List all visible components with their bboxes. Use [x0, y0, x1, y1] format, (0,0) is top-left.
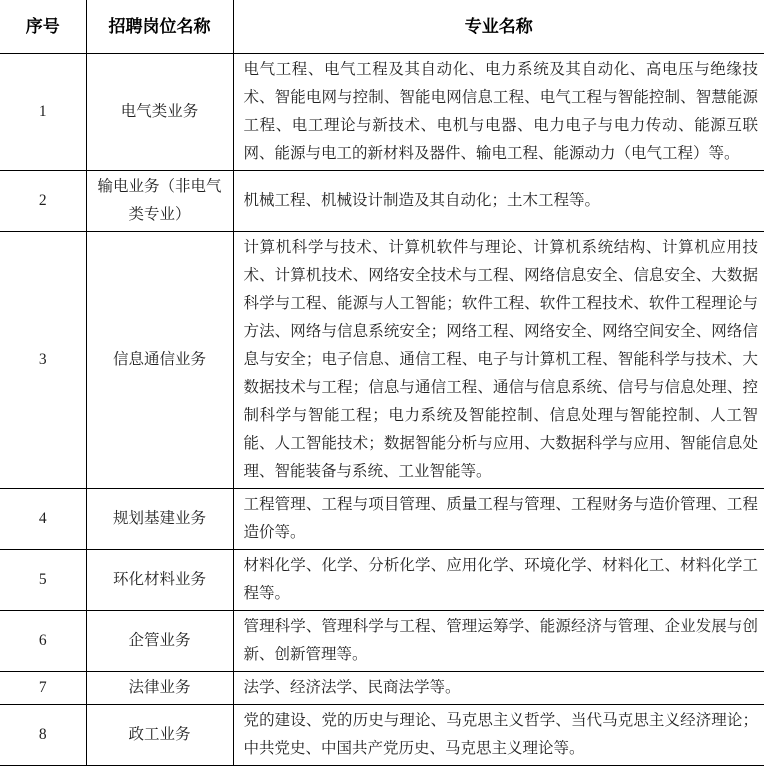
table-row: [0, 550, 764, 611]
majors-cell: 工程管理、工程与项目管理、质量工程与管理、工程财务与造价管理、工程造价等。: [233, 489, 764, 550]
table-header: [0, 0, 764, 54]
table-row: [0, 672, 764, 705]
header-index: 序号: [0, 0, 86, 54]
position-cell: 规划基建业务: [86, 489, 233, 550]
position-cell: 电气类业务: [86, 54, 233, 171]
majors-cell: 材料化学、化学、分析化学、应用化学、环境化学、材料化工、材料化学工程等。: [233, 550, 764, 611]
position-cell: 信息通信业务: [86, 232, 233, 489]
majors-cell: 计算机科学与技术、计算机软件与理论、计算机系统结构、计算机应用技术、计算机技术、网络安全技术与工程、网络信息安全、信息安全、大数据科学与工程、能源与人工智能；软件工程、软件工程技术、软件工程理论与方法、网络与信息系统安全；网络工程、网络安全、网络空间安全、网络信息与安全；电子信息、通信工程、电子与计算机工程、智能科学与技术、大数据技术与工程；信息与通信工程、通信与信息系统、信号与信息处理、控制科学与智能工程；电力系统及智能控制、信息处理与智能控制、人工智能、人工智能技术；数据智能分析与应用、大数据科学与应用、智能信息处理、智能装备与系统、工业智能等。: [233, 232, 764, 489]
index-cell: 1: [0, 54, 86, 171]
index-cell: 4: [0, 489, 86, 550]
majors-cell: 电气工程、电气工程及其自动化、电力系统及其自动化、高电压与绝缘技术、智能电网与控制、智能电网信息工程、电气工程与智能控制、智慧能源工程、电工理论与新技术、电机与电器、电力电子与电力传动、能源互联网、能源与电工的新材料及器件、输电工程、能源动力（电气工程）等。: [233, 54, 764, 171]
majors-cell: 机械工程、机械设计制造及其自动化；土木工程等。: [233, 171, 764, 232]
position-cell: 输电业务（非电气类专业）: [86, 171, 233, 232]
position-cell: 环化材料业务: [86, 550, 233, 611]
table-row: [0, 54, 764, 171]
position-cell: 法律业务: [86, 672, 233, 705]
table-row: [0, 171, 764, 232]
table-row: [0, 611, 764, 672]
position-cell: 政工业务: [86, 705, 233, 766]
table-body: [0, 54, 764, 766]
majors-cell: 法学、经济法学、民商法学等。: [233, 672, 764, 705]
table-row: [0, 705, 764, 766]
majors-cell: 党的建设、党的历史与理论、马克思主义哲学、当代马克思主义经济理论；中共党史、中国共产党历史、马克思主义理论等。: [233, 705, 764, 766]
table-row: [0, 489, 764, 550]
position-cell: 企管业务: [86, 611, 233, 672]
index-cell: 7: [0, 672, 86, 705]
index-cell: 8: [0, 705, 86, 766]
table-row: [0, 232, 764, 489]
index-cell: 3: [0, 232, 86, 489]
index-cell: 6: [0, 611, 86, 672]
index-cell: 5: [0, 550, 86, 611]
index-cell: 2: [0, 171, 86, 232]
majors-cell: 管理科学、管理科学与工程、管理运筹学、能源经济与管理、企业发展与创新、创新管理等。: [233, 611, 764, 672]
header-row: [0, 0, 764, 54]
header-position: 招聘岗位名称: [86, 0, 233, 54]
header-majors: 专业名称: [233, 0, 764, 54]
